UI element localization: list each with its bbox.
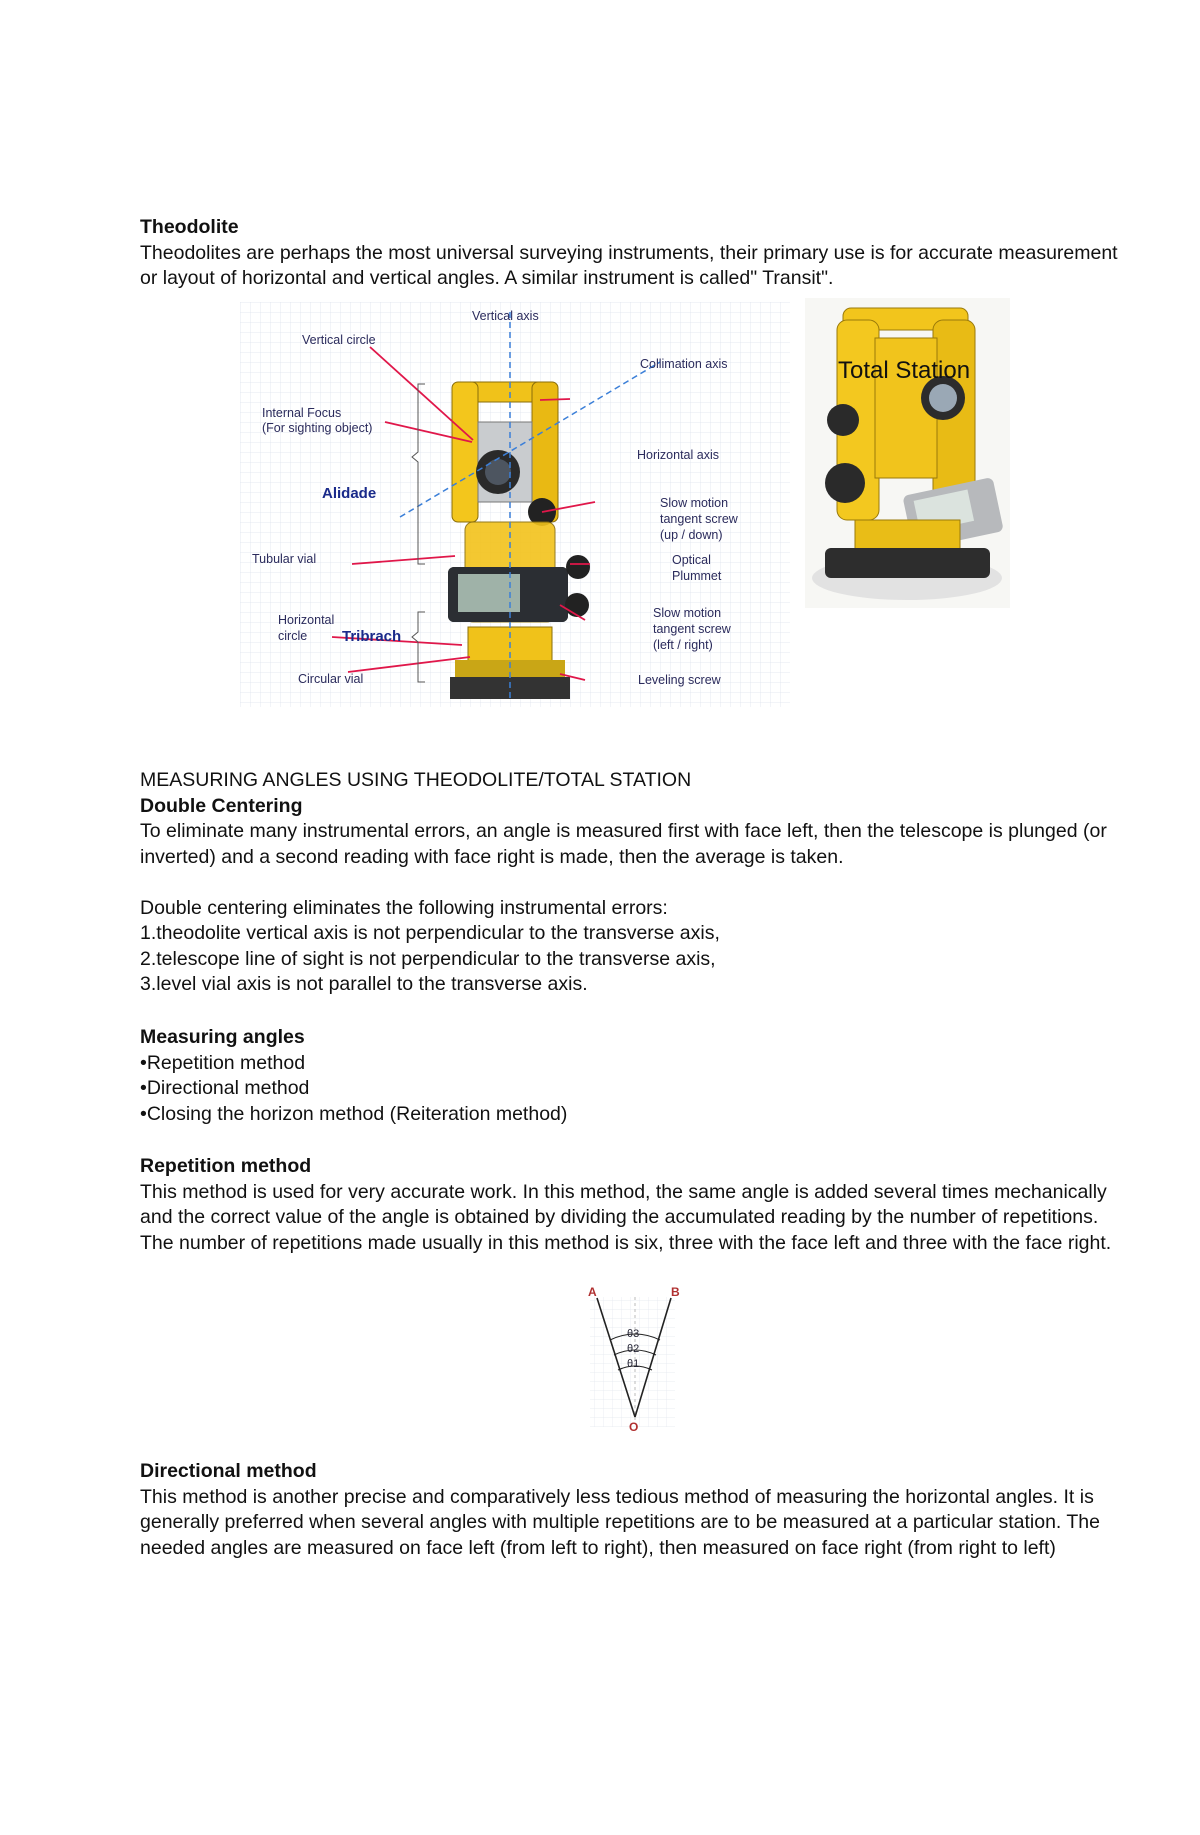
repetition-para: This method is used for very accurate work. In this method, the same angle is added several times mechanically and the correct value of the angle is obtained by dividing the accumulated reading by the number of repetitions. The number of repetitions made usually in this method is six, three with the face left and three with the face right. (140, 1180, 1112, 1254)
spacer (140, 870, 1120, 896)
error-item: 2.telescope line of sight is not perpendicular to the transverse axis, (140, 947, 716, 970)
repetition-section (140, 1154, 1120, 1256)
directional-heading: Directional method (140, 1460, 317, 1482)
measuring-angles-section (140, 768, 1120, 998)
label-slow-motion-ud-3: (up / down) (660, 528, 723, 542)
method-list-item: •Directional method (140, 1077, 310, 1099)
angle-label-o: O (629, 1420, 639, 1432)
repetition-angle-diagram (585, 1282, 680, 1432)
theta-2-label: θ2 (627, 1343, 640, 1355)
label-tribrach: Tribrach (342, 628, 402, 645)
total-station-caption: Total Station (838, 357, 971, 384)
label-internal-focus-2: (For sighting object) (262, 421, 373, 435)
method-list-item: •Closing the horizon method (Reiteration method) (140, 1102, 568, 1125)
double-centering-para2: Double centering eliminates the following instrumental errors: (140, 896, 668, 919)
double-centering-para1: To eliminate many instrumental errors, an angle is measured first with face left, then the telescope is plunged (or inverted) and a second reading with face right is made, then the average is taken. (140, 820, 1107, 868)
method-list-item: •Repetition method (140, 1051, 306, 1074)
error-item: 3.level vial axis is not parallel to the transverse axis. (140, 973, 588, 995)
double-centering-heading: Double Centering (140, 794, 303, 817)
label-optical-2: Plummet (672, 569, 722, 583)
directional-para: This method is another precise and comparatively less tedious method of measuring the horizontal angles. It is generally preferred when several angles with multiple repetitions are to be measured at a particular station. The needed angles are measured on face left (from left to right), then measured on face right (from right to left) (140, 1485, 1100, 1559)
directional-section (140, 1459, 1120, 1561)
measuring-angles-list-section (140, 1025, 1120, 1127)
measuring-angles-heading: Measuring angles (140, 1026, 305, 1048)
label-vertical-axis: Vertical axis (472, 309, 539, 323)
label-slow-motion-lr-1: Slow motion (653, 606, 722, 620)
theodolite-heading: Theodolite (140, 216, 239, 238)
repetition-heading: Repetition method (140, 1155, 312, 1177)
label-vertical-circle: Vertical circle (302, 333, 376, 347)
label-slow-motion-lr-2: tangent screw (653, 622, 731, 636)
theodolite-section (140, 215, 1120, 292)
theta-1-label: θ1 (627, 1358, 640, 1370)
label-horizontal-axis: Horizontal axis (637, 448, 719, 462)
label-slow-motion-ud-2: tangent screw (660, 512, 738, 526)
label-alidade: Alidade (322, 485, 377, 502)
label-slow-motion-lr-3: (left / right) (653, 638, 713, 652)
label-tubular-vial: Tubular vial (252, 552, 317, 566)
angle-label-a: A (588, 1285, 597, 1299)
theta-3-label: θ3 (627, 1328, 640, 1340)
total-station-photo (805, 298, 1010, 608)
label-horizontal-circle-1: Horizontal (278, 613, 335, 627)
label-collimation-axis: Collimation axis (640, 357, 728, 371)
label-circular-vial: Circular vial (298, 672, 364, 686)
label-slow-motion-ud-1: Slow motion (660, 496, 729, 510)
label-horizontal-circle-2: circle (278, 629, 308, 643)
theodolite-diagram (240, 302, 790, 707)
theodolite-intro: Theodolites are perhaps the most universal surveying instruments, their primary use is for accurate measurement or layout of horizontal and vertical angles. A similar instrument is called" Transit". (140, 241, 1118, 289)
label-optical-1: Optical (672, 553, 711, 567)
label-internal-focus-1: Internal Focus (262, 406, 342, 420)
angle-label-b: B (671, 1285, 680, 1299)
measuring-angles-title: MEASURING ANGLES USING THEODOLITE/TOTAL STATION (140, 769, 692, 791)
error-item: 1.theodolite vertical axis is not perpendicular to the transverse axis, (140, 922, 720, 944)
label-leveling-screw: Leveling screw (638, 673, 721, 687)
